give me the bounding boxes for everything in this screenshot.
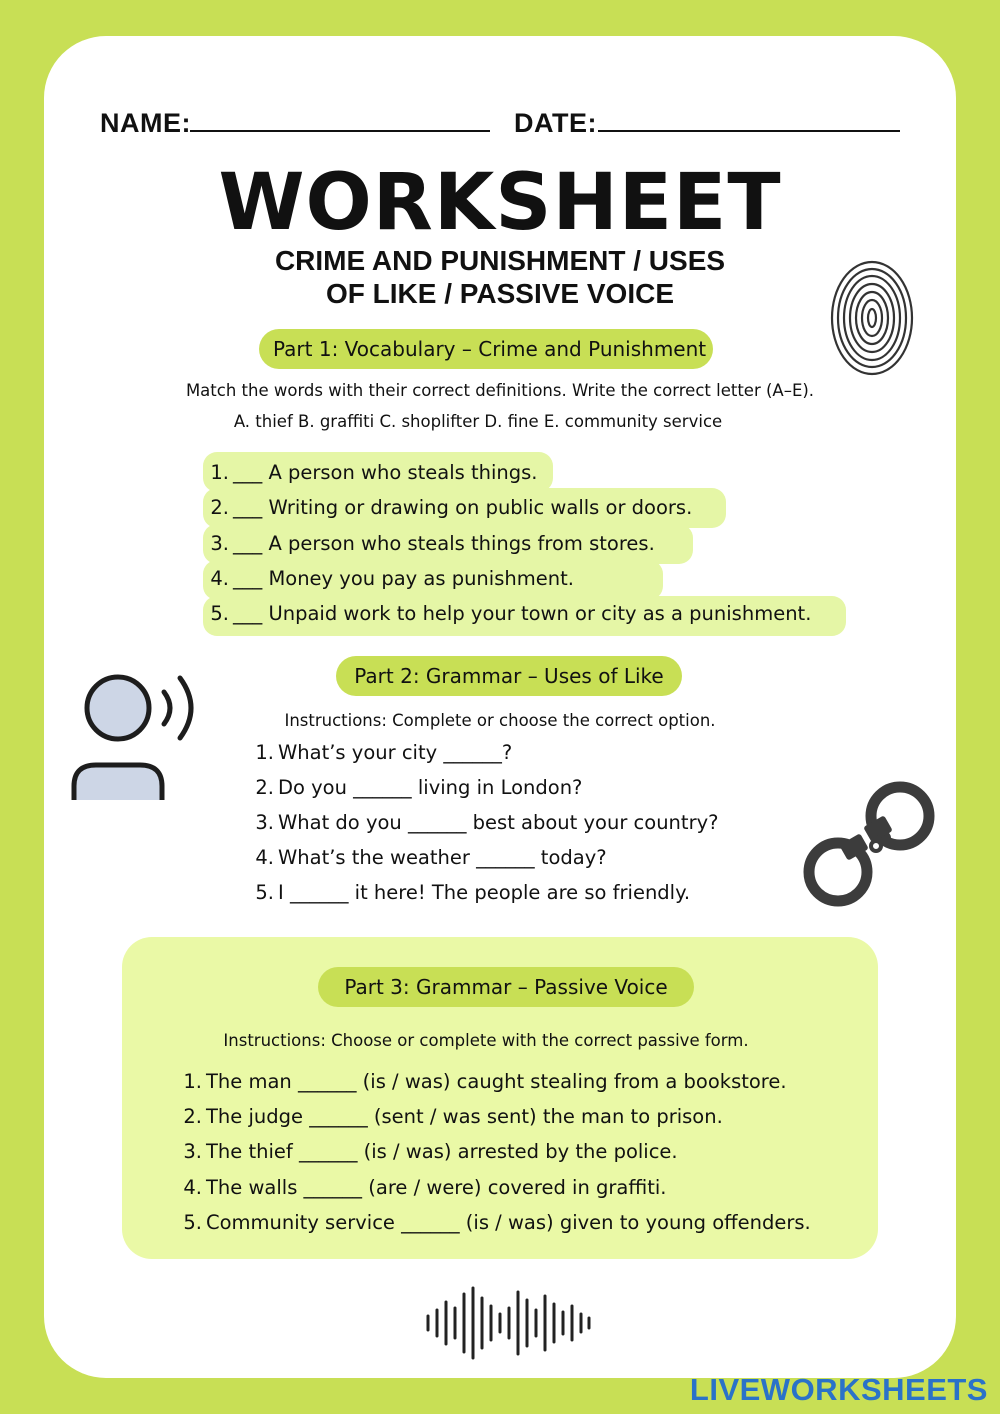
part1-options: A. thief B. graffiti C. shoplifter D. fine E. community service: [233, 412, 723, 431]
part3-item: 1. The man ______ (is / was) caught stealing from a bookstore.: [183, 1070, 787, 1093]
date-input-line[interactable]: [598, 130, 900, 132]
part1-heading: Part 1: Vocabulary – Crime and Punishment: [259, 329, 713, 369]
answer-blank-line[interactable]: ___ A person who steals things.: [233, 461, 538, 484]
part1-item: 3. ___ A person who steals things from stores.: [210, 532, 655, 555]
part3-item: 4. The walls ______ (are / were) covered in graffiti.: [183, 1176, 667, 1199]
worksheet-title: WORKSHEET: [218, 158, 782, 248]
part2-item: 4. What’s the weather ______ today?: [255, 846, 607, 869]
answer-blank-line[interactable]: I ______ it here! The people are so friendly.: [278, 881, 691, 904]
part2-instruction: Instructions: Complete or choose the correct option.: [284, 711, 716, 730]
part1-item: 4. ___ Money you pay as punishment.: [210, 567, 574, 590]
answer-blank-line[interactable]: The judge ______ (sent / was sent) the man to prison.: [206, 1105, 723, 1128]
part2-item: 2. Do you ______ living in London?: [255, 776, 583, 799]
date-label: DATE:: [514, 108, 597, 138]
answer-blank-line[interactable]: ___ Unpaid work to help your town or city as a punishment.: [233, 602, 812, 625]
subtitle-line-2: OF LIKE / PASSIVE VOICE: [326, 278, 674, 309]
name-input-line[interactable]: [190, 130, 490, 132]
part1-instruction: Match the words with their correct definitions. Write the correct letter (A–E).: [185, 381, 815, 400]
handcuffs-icon: [800, 776, 940, 912]
part1-item: 2. ___ Writing or drawing on public walls or doors.: [210, 496, 693, 519]
answer-blank-line[interactable]: What’s your city ______?: [278, 741, 513, 764]
answer-blank-line[interactable]: ___ Writing or drawing on public walls or doors.: [233, 496, 693, 519]
fingerprint-icon: [828, 258, 916, 378]
part3-instruction: Instructions: Choose or complete with the correct passive form.: [223, 1031, 749, 1050]
part3-heading: Part 3: Grammar – Passive Voice: [318, 967, 694, 1007]
part3-item: 5. Community service ______ (is / was) given to young offenders.: [183, 1211, 811, 1234]
answer-blank-line[interactable]: Do you ______ living in London?: [278, 776, 583, 799]
sound-wave-icon: [424, 1286, 592, 1360]
speaking-person-icon: [66, 668, 208, 804]
liveworksheets-logo: LIVEWORKSHEETS: [689, 1372, 988, 1407]
answer-blank-line[interactable]: What’s the weather ______ today?: [278, 846, 607, 869]
answer-blank-line[interactable]: Community service ______ (is / was) given to young offenders.: [206, 1211, 811, 1234]
part2-item: 1. What’s your city ______?: [255, 741, 513, 764]
part2-heading: Part 2: Grammar – Uses of Like: [336, 656, 682, 696]
subtitle-line-1: CRIME AND PUNISHMENT / USES: [274, 245, 726, 276]
part1-item: 5. ___ Unpaid work to help your town or city as a punishment.: [210, 602, 812, 625]
answer-blank-line[interactable]: The man ______ (is / was) caught stealing from a bookstore.: [206, 1070, 787, 1093]
part3-item: 3. The thief ______ (is / was) arrested by the police.: [183, 1140, 678, 1163]
part3-item: 2. The judge ______ (sent / was sent) the man to prison.: [183, 1105, 723, 1128]
part1-item: 1. ___ A person who steals things.: [210, 461, 538, 484]
answer-blank-line[interactable]: What do you ______ best about your country?: [278, 811, 719, 834]
answer-blank-line[interactable]: ___ Money you pay as punishment.: [233, 567, 574, 590]
answer-blank-line[interactable]: The walls ______ (are / were) covered in graffiti.: [206, 1176, 667, 1199]
part2-item: 3. What do you ______ best about your country?: [255, 811, 719, 834]
name-label: NAME:: [100, 108, 191, 138]
answer-blank-line[interactable]: The thief ______ (is / was) arrested by the police.: [206, 1140, 678, 1163]
answer-blank-line[interactable]: ___ A person who steals things from stores.: [233, 532, 655, 555]
part2-item: 5. I ______ it here! The people are so friendly.: [255, 881, 691, 904]
